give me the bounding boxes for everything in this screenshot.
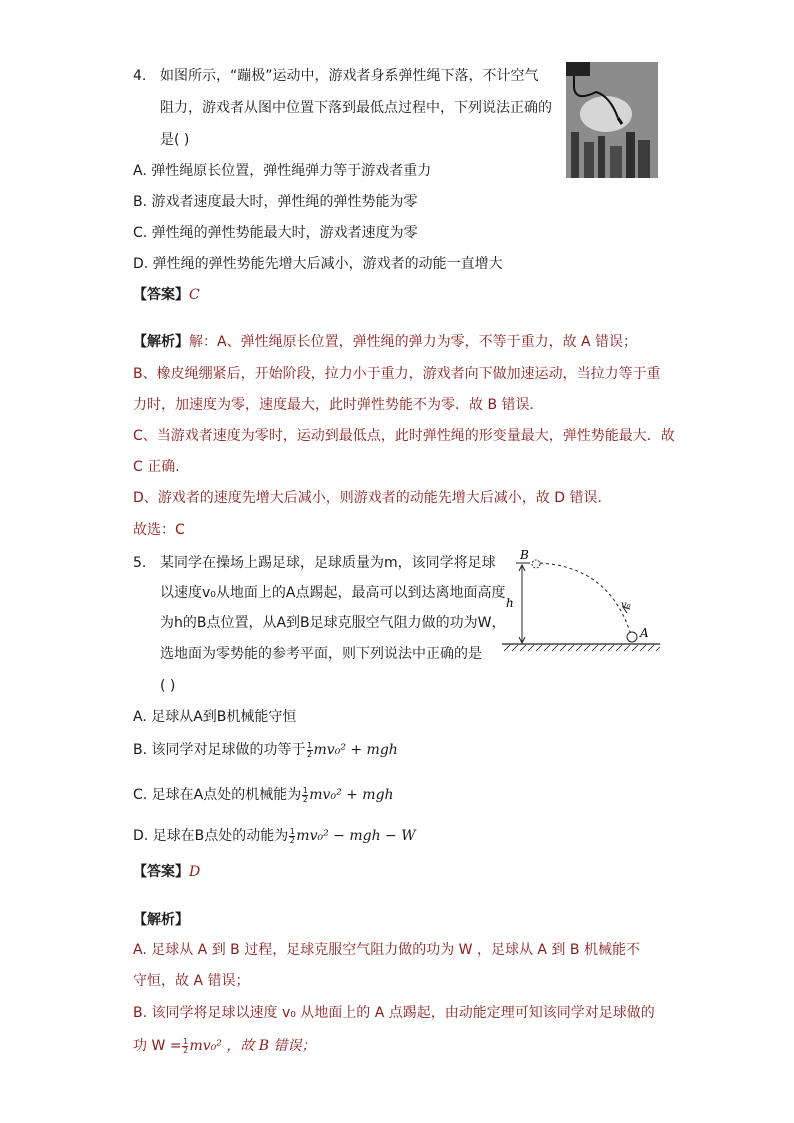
q5-analysis-b-line2 xyxy=(133,1036,316,1056)
projectile-diagram xyxy=(500,545,665,661)
diagram-label-a: A xyxy=(640,626,649,640)
q5-analysis-b-text: 功 W = xyxy=(133,1038,182,1054)
q5-option-b-text: B. 该同学对足球做的功等于 xyxy=(133,742,306,758)
q5-analysis-label: 【解析】 xyxy=(133,912,189,928)
q5-option-b xyxy=(133,740,398,760)
bungee-photo xyxy=(566,62,658,178)
fraction-half: $\frac{1}{2}$ xyxy=(306,740,313,759)
q5-option-a: A. 足球从A到B机械能守恒 xyxy=(133,709,297,725)
q5-option-c-formula: mv₀² + mgh xyxy=(309,787,394,803)
q4-stem-line3: 是( ) xyxy=(160,132,190,148)
q5-stem-line4: 选地面为零势能的参考平面，则下列说法中正确的是 xyxy=(160,646,482,662)
fraction-half: $\frac{1}{2}$ xyxy=(302,785,308,804)
diagram-label-b: B xyxy=(520,548,529,562)
q4-analysis-line1 xyxy=(133,332,637,352)
q5-option-d-text: D. 足球在B点处的动能为 xyxy=(133,828,289,844)
q5-answer-label: 【答案】 xyxy=(133,864,189,880)
q4-analysis-label: 【解析】 xyxy=(133,334,189,350)
q4-analysis-line2: B、橡皮绳绷紧后，开始阶段，拉力小于重力，游戏者向下做加速运动，当拉力等于重 xyxy=(133,366,661,382)
q4-option-a: A. 弹性绳原长位置，弹性绳弹力等于游戏者重力 xyxy=(133,163,432,179)
q4-analysis-line4: C、当游戏者速度为零时，运动到最低点，此时弹性绳的形变量最大，弹性势能最大．故 xyxy=(133,428,675,444)
q5-answer-value: D xyxy=(189,864,201,880)
q5-option-b-formula: mv₀² + mgh xyxy=(313,742,398,758)
q5-analysis-b-formula: mv₀² ，故 B 错误； xyxy=(189,1038,316,1054)
q4-analysis-line5: C 正确． xyxy=(133,459,190,475)
q4-stem-line2: 阻力，游戏者从图中位置下落到最低点过程中，下列说法正确的 xyxy=(160,100,552,116)
q5-option-d xyxy=(133,826,416,846)
q5-analysis-a-line2: 守恒，故 A 错误； xyxy=(133,973,250,989)
q4-analysis-line3: 力时，加速度为零，速度最大，此时弹性势能不为零．故 B 错误． xyxy=(133,397,544,413)
diagram-label-h: h xyxy=(506,596,514,610)
q5-stem-line3: 为h的B点位置，从A到B足球克服空气阻力做的功为W， xyxy=(160,615,506,631)
q5-analysis-b-line1: B. 该同学将足球以速度 v₀ 从地面上的 A 点踢起，由动能定理可知该同学对足球做的 xyxy=(133,1005,655,1021)
q4-option-b: B. 游戏者速度最大时，弹性绳的弹性势能为零 xyxy=(133,194,418,210)
q5-option-d-formula: mv₀² − mgh − W xyxy=(296,828,416,844)
q4-stem-line1: 如图所示，“蹦极”运动中，游戏者身系弹性绳下落，不计空气 xyxy=(160,68,539,84)
q5-option-c xyxy=(133,785,394,805)
q5-stem-line2: 以速度v₀从地面上的A点踢起，最高可以到达离地面高度 xyxy=(160,585,506,601)
q5-analysis-a-line1: A. 足球从 A 到 B 过程，足球克服空气阻力做的功为 W ，足球从 A 到 B 机械能不 xyxy=(133,942,640,958)
fraction-half: $\frac{1}{2}$ xyxy=(289,826,295,845)
q5-stem-line1: 某同学在操场上踢足球，足球质量为m，该同学将足球 xyxy=(160,555,496,571)
q4-analysis-line6: D、游戏者的速度先增大后减小，则游戏者的动能先增大后减小，故 D 错误． xyxy=(133,490,612,506)
q4-number: 4. xyxy=(133,68,147,84)
diagram-label-v0: v₀ xyxy=(621,600,631,611)
q4-analysis-line7: 故选：C xyxy=(133,522,185,538)
q5-option-c-text: C. 足球在A点处的机械能为 xyxy=(133,787,302,803)
q5-stem-line5: ( ) xyxy=(160,678,176,694)
q4-option-c: C. 弹性绳的弹性势能最大时，游戏者速度为零 xyxy=(133,225,418,241)
fraction-half: $\frac{1}{2}$ xyxy=(182,1036,189,1055)
q5-number: 5. xyxy=(133,555,147,571)
q5-answer xyxy=(133,862,200,882)
q4-option-d: D. 弹性绳的弹性势能先增大后减小，游戏者的动能一直增大 xyxy=(133,256,503,272)
q4-analysis-text: 解：A、弹性绳原长位置，弹性绳的弹力为零，不等于重力，故 A 错误； xyxy=(189,334,638,350)
q4-answer-value: C xyxy=(189,287,200,303)
q4-answer-label: 【答案】 xyxy=(133,287,189,303)
q4-answer xyxy=(133,285,200,305)
